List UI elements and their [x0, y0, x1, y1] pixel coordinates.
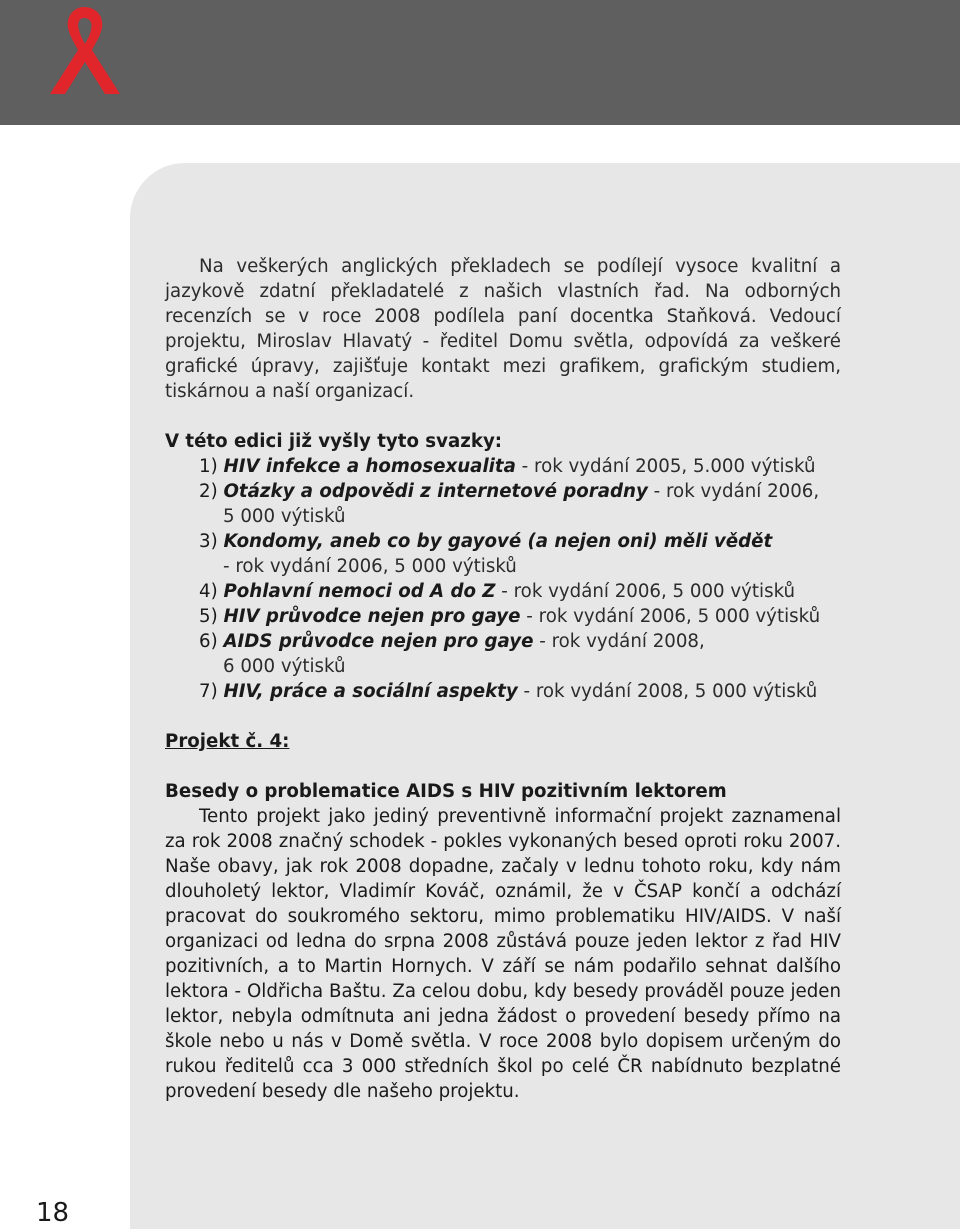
- list-item: 4) Pohlavní nemoci od A do Z - rok vydání 2006, 5 000 výtisků: [199, 581, 796, 602]
- volume-title: HIV průvodce nejen pro gaye: [223, 606, 521, 627]
- edition-heading: V této edici již vyšly tyto svazky:: [165, 431, 503, 452]
- volume-title: HIV infekce a homosexualita: [223, 456, 516, 477]
- volume-title: HIV, práce a sociální aspekty: [223, 681, 518, 702]
- page-content: [165, 254, 841, 1104]
- volume-title: Kondomy, aneb co by gayové (a nejen oni) měli vědět: [223, 531, 773, 552]
- header-bar: [0, 0, 960, 125]
- page-number: 18: [36, 1198, 70, 1228]
- intro-paragraph: Na veškerých anglických překladech se podílejí vysoce kvalitní a jazykově zdatní překladatelé z našich vlastních řad. Na odborných recenzích se v roce 2008 podílela paní docentka Staňková. Vedoucí projektu, Miroslav Hlavatý - ředitel Domu světla, odpovídá za veškeré grafické úpravy, zajišťuje kontakt mezi grafikem, grafickým studiem, tiskárnou a naší organizací.: [165, 256, 841, 402]
- volume-title: AIDS průvodce nejen pro gaye: [223, 631, 534, 652]
- list-item: 5) HIV průvodce nejen pro gaye - rok vydání 2006, 5 000 výtisků: [199, 606, 821, 627]
- list-item: 7) HIV, práce a sociální aspekty - rok vydání 2008, 5 000 výtisků: [199, 681, 818, 702]
- project-title: Besedy o problematice AIDS s HIV pozitivním lektorem: [165, 781, 727, 802]
- list-item: 6) AIDS průvodce nejen pro gaye - rok vydání 2008, 6 000 výtisků: [199, 631, 705, 677]
- red-ribbon-icon: [44, 4, 126, 96]
- list-item: 1) HIV infekce a homosexualita - rok vydání 2005, 5.000 výtisků: [199, 456, 816, 477]
- list-item: 2) Otázky a odpovědi z internetové poradny - rok vydání 2006, 5 000 výtisků: [199, 481, 820, 527]
- list-item: 3) Kondomy, aneb co by gayové (a nejen oni) měli vědět - rok vydání 2006, 5 000 výtisků: [199, 531, 773, 577]
- volume-list: [165, 454, 841, 704]
- project-label: Projekt č. 4:: [165, 731, 290, 752]
- volume-title: Otázky a odpovědi z internetové poradny: [223, 481, 648, 502]
- volume-title: Pohlavní nemoci od A do Z: [223, 581, 496, 602]
- project-paragraph: Tento projekt jako jediný preventivně informační projekt zaznamenal za rok 2008 značný schodek - pokles vykonaných besed oproti roku 2007. Naše obavy, jak rok 2008 dopadne, začaly v lednu tohoto roku, kdy nám dlouholetý lektor, Vladimír Kováč, oznámil, že v ČSAP končí a odchází pracovat do soukromého sektoru, mimo problematiku HIV/AIDS. V naší organizaci od ledna do srpna 2008 zůstává pouze jeden lektor z řad HIV pozitivních, a to Martin Hornych. V září se nám podařilo sehnat dalšího lektora - Oldřicha Baštu. Za celou dobu, kdy besedy prováděl pouze jeden lektor, nebyla odmítnuta ani jedna žádost o provedení besedy přímo na škole nebo u nás v Domě světla. V roce 2008 bylo dopisem určeným do rukou ředitelů cca 3 000 středních škol po celé ČR nabídnuto bezplatné provedení besedy dle našeho projektu.: [165, 806, 841, 1102]
